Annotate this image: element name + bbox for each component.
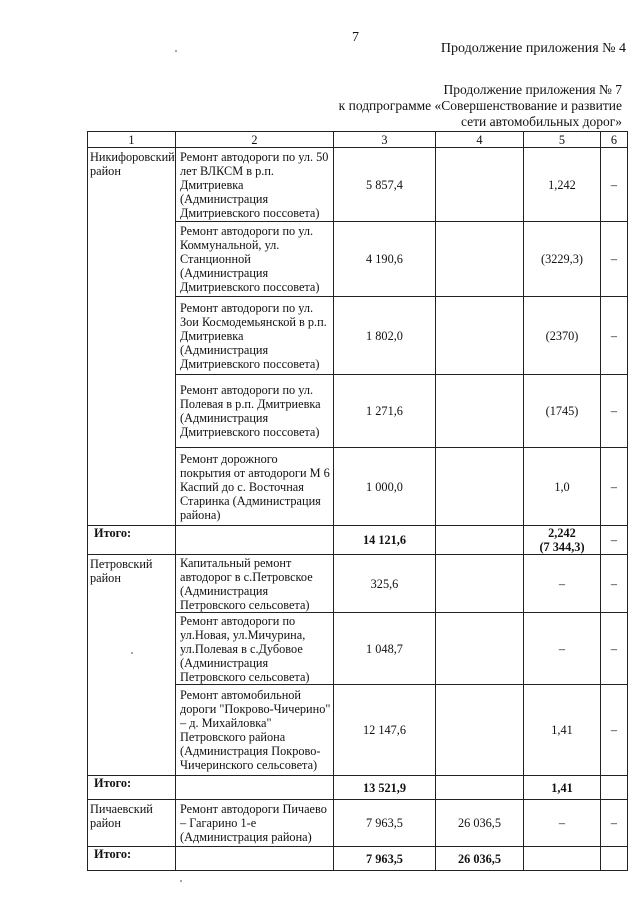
total-row: [88, 526, 628, 555]
col6-cell: –: [601, 800, 628, 847]
col6-cell: –: [601, 222, 628, 297]
total-label: Итого:: [88, 526, 176, 555]
length-cell: –: [524, 555, 601, 613]
page-number: 7: [352, 30, 359, 45]
work-name: Капитальный ремонт автодорог в с.Петровское (Администрация Петровского сельсовета): [176, 555, 334, 613]
amount-cell: 4 190,6: [334, 222, 436, 297]
amount-cell: 325,6: [334, 555, 436, 613]
col6-cell: –: [601, 148, 628, 222]
column-number: 6: [601, 132, 628, 148]
scan-speck: [131, 652, 133, 654]
column-number-row: [88, 132, 628, 148]
amount-cell: [436, 375, 524, 448]
district-cell: Никифоровский район: [88, 148, 176, 526]
col6-cell: –: [601, 613, 628, 685]
col6-cell: –: [601, 448, 628, 526]
amount-cell: 1 048,7: [334, 613, 436, 685]
empty-cell: [176, 526, 334, 555]
total-amount: 14 121,6: [334, 526, 436, 555]
amount-cell: [436, 685, 524, 776]
length-cell: –: [524, 800, 601, 847]
header-line: к подпрограмме «Совершенствование и развитие: [338, 98, 622, 113]
amount-cell: [436, 613, 524, 685]
amount-cell: [436, 297, 524, 375]
total-length: [524, 526, 601, 555]
total-length: 1,41: [524, 776, 601, 800]
length-cell: (1745): [524, 375, 601, 448]
amount-cell: [436, 555, 524, 613]
total-amount: [436, 526, 524, 555]
length-cell: 1,0: [524, 448, 601, 526]
total-length: [524, 847, 601, 871]
work-name: Ремонт автодороги по ул.Новая, ул.Мичурина, ул.Полевая в с.Дубовое (Администрация Петровского сельсовета): [176, 613, 334, 685]
table-row: [88, 148, 628, 222]
col6-cell: [601, 776, 628, 800]
district-cell: Петровский район: [88, 555, 176, 776]
col6-cell: –: [601, 375, 628, 448]
total-label: Итого:: [88, 847, 176, 871]
roads-table: [87, 131, 628, 871]
total-row: [88, 776, 628, 800]
col6-cell: –: [601, 526, 628, 555]
column-number: 3: [334, 132, 436, 148]
total-label: Итого:: [88, 776, 176, 800]
total-length-line: 2,242: [548, 526, 576, 540]
work-name: Ремонт автодороги по ул. Коммунальной, ул. Станционной (Администрация Дмитриевского поссовета): [176, 222, 334, 297]
amount-cell: [436, 448, 524, 526]
amount-cell: 12 147,6: [334, 685, 436, 776]
work-name: Ремонт дорожного покрытия от автодороги М 6 Каспий до с. Восточная Старинка (Администрация района): [176, 448, 334, 526]
column-number: 4: [436, 132, 524, 148]
amount-cell: 7 963,5: [334, 800, 436, 847]
table-row: [88, 555, 628, 613]
appendix-header: [339, 82, 622, 130]
length-cell: 1,242: [524, 148, 601, 222]
table-row: [88, 800, 628, 847]
col6-cell: –: [601, 297, 628, 375]
length-cell: –: [524, 613, 601, 685]
amount-cell: [436, 222, 524, 297]
amount-cell: 5 857,4: [334, 148, 436, 222]
col6-cell: [601, 847, 628, 871]
amount-cell: 1 271,6: [334, 375, 436, 448]
column-number: 2: [176, 132, 334, 148]
column-number: 5: [524, 132, 601, 148]
header-line: Продолжение приложения № 7: [443, 82, 622, 97]
work-name: Ремонт автодороги по ул. Полевая в р.п. Дмитриевка (Администрация Дмитриевского поссовета): [176, 375, 334, 448]
work-name: Ремонт автомобильной дороги "Покрово-Чичерино" – д. Михайловка" Петровского района (Администрация Покрово-Чичеринского сельсовета): [176, 685, 334, 776]
scan-speck: [175, 50, 177, 52]
total-length-line: (7 344,3): [539, 540, 585, 554]
column-number: 1: [88, 132, 176, 148]
appendix-continuation: Продолжение приложения № 4: [440, 41, 626, 56]
amount-cell: 1 802,0: [334, 297, 436, 375]
header-line: сети автомобильных дорог»: [461, 114, 622, 129]
length-cell: (3229,3): [524, 222, 601, 297]
col6-cell: –: [601, 555, 628, 613]
col6-cell: –: [601, 685, 628, 776]
amount-cell: 1 000,0: [334, 448, 436, 526]
work-name: Ремонт автодороги Пичаево – Гагарино 1-е (Администрация района): [176, 800, 334, 847]
empty-cell: [176, 776, 334, 800]
total-row: [88, 847, 628, 871]
district-cell: Пичаевский район: [88, 800, 176, 847]
work-name: Ремонт автодороги по ул. 50 лет ВЛКСМ в р.п. Дмитриевка (Администрация Дмитриевского поссовета): [176, 148, 334, 222]
amount-cell: [436, 148, 524, 222]
amount-cell: 26 036,5: [436, 800, 524, 847]
empty-cell: [176, 847, 334, 871]
work-name: Ремонт автодороги по ул. Зои Космодемьянской в р.п. Дмитриевка (Администрация Дмитриевского поссовета): [176, 297, 334, 375]
total-amount: 26 036,5: [436, 847, 524, 871]
scan-speck: [180, 880, 182, 882]
length-cell: 1,41: [524, 685, 601, 776]
total-amount: [436, 776, 524, 800]
total-amount: 7 963,5: [334, 847, 436, 871]
length-cell: (2370): [524, 297, 601, 375]
total-amount: 13 521,9: [334, 776, 436, 800]
